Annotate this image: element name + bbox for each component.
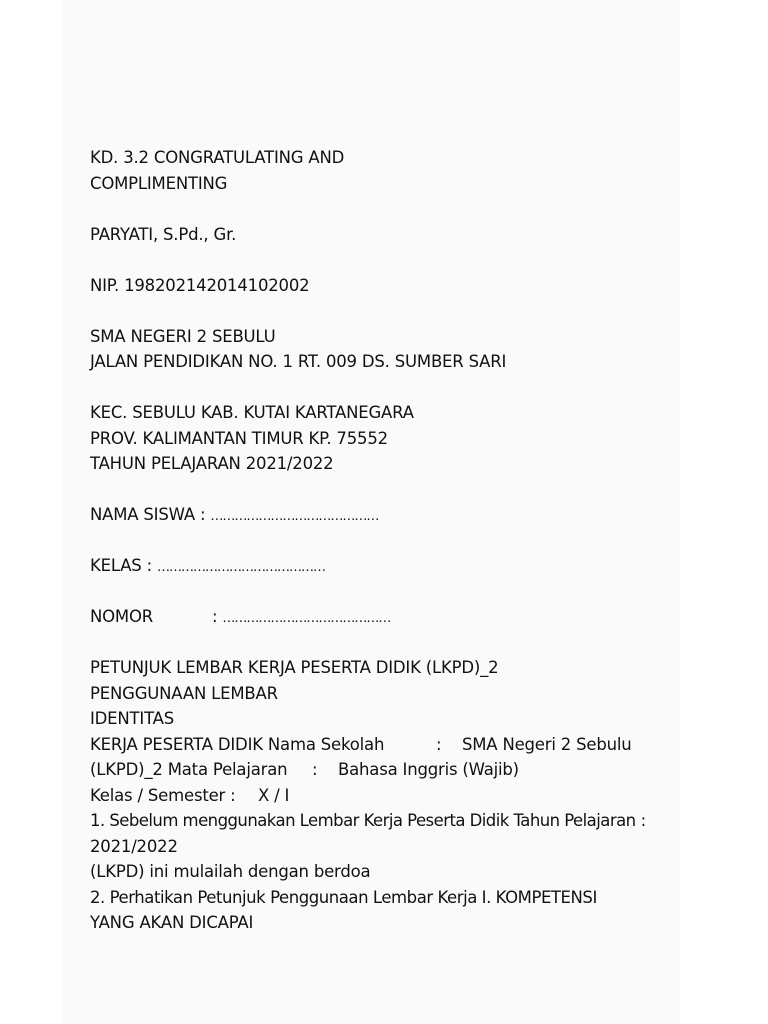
body-line-6 [90, 783, 690, 809]
subject-value: Bahasa Inggris (Wajib) [338, 760, 519, 779]
body-line-11: YANG AKAN DICAPAI [90, 913, 254, 932]
semester-label: Kelas / Semester : [90, 785, 236, 805]
body-line-1: PETUNJUK LEMBAR KERJA PESERTA DIDIK (LKPD)_2 [90, 658, 499, 677]
student-number-label: NOMOR [90, 607, 154, 626]
instruction-1-colon: : [640, 811, 646, 830]
author-name: PARYATI, S.Pd., Gr. [90, 224, 237, 244]
student-number-dots: …………………………………… [222, 611, 391, 626]
body-line-9: (LKPD) ini mulailah dengan berdoa [90, 862, 371, 881]
student-class-dots: …………………………………… [157, 560, 326, 575]
student-name-row [90, 502, 690, 528]
student-number-row [90, 604, 690, 630]
subject-colon: : [312, 760, 318, 779]
instruction-1: 1. Sebelum menggunakan Lembar Kerja Peserta Didik Tahun Pelajaran [90, 811, 636, 830]
school-name: SMA NEGERI 2 SEBULU [90, 326, 276, 346]
student-number-colon: : [212, 607, 218, 626]
school-province: PROV. KALIMANTAN TIMUR KP. 75552 [90, 428, 388, 448]
school-label: KERJA PESERTA DIDIK Nama Sekolah [90, 734, 385, 754]
student-name-dots: …………………………………… [210, 509, 379, 524]
student-class-row [90, 553, 690, 579]
school-value: SMA Negeri 2 Sebulu [462, 734, 632, 754]
school-year: TAHUN PELAJARAN 2021/2022 [90, 454, 334, 473]
body-line-4 [90, 732, 690, 758]
author-nip: NIP. 198202142014102002 [90, 275, 310, 295]
body-line-7 [90, 808, 690, 834]
document-content [90, 145, 690, 936]
body-line-3: IDENTITAS [90, 709, 175, 728]
body-line-5 [90, 757, 690, 783]
heading-line-1: KD. 3.2 CONGRATULATING AND [90, 148, 345, 167]
body-line-2: PENGGUNAAN LEMBAR [90, 683, 278, 703]
school-colon: : [436, 734, 442, 754]
heading-line-2: COMPLIMENTING [90, 173, 228, 193]
school-district: KEC. SEBULU KAB. KUTAI KARTANEGARA [90, 403, 414, 422]
subject-label: (LKPD)_2 Mata Pelajaran [90, 760, 288, 779]
body-line-8: 2021/2022 [90, 836, 178, 856]
semester-value: X / I [258, 785, 290, 805]
student-name-label: NAMA SISWA : [90, 505, 206, 524]
school-address: JALAN PENDIDIKAN NO. 1 RT. 009 DS. SUMBER SARI [90, 352, 507, 371]
body-line-10: 2. Perhatikan Petunjuk Penggunaan Lembar Kerja I. KOMPETENSI [90, 887, 597, 907]
student-class-label: KELAS : [90, 556, 152, 575]
